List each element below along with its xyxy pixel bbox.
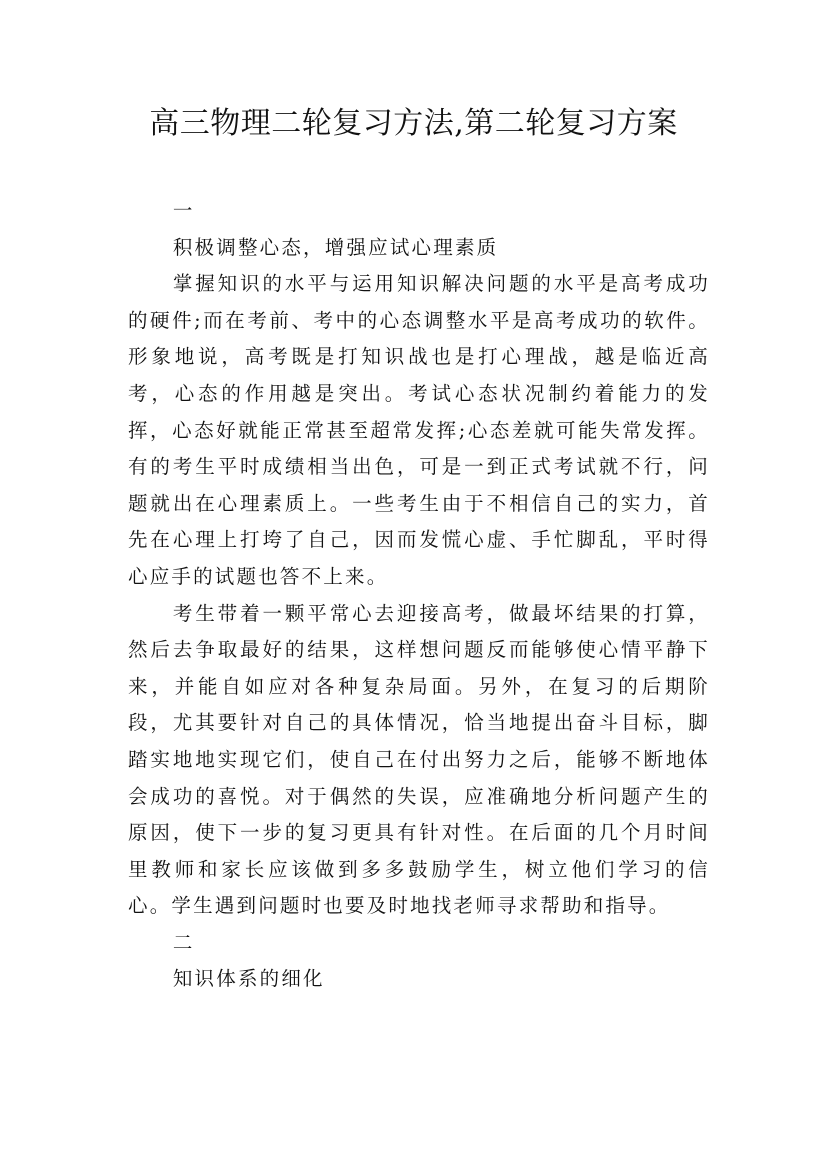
section-1-paragraph-1: 掌握知识的水平与运用知识解决问题的水平是高考成功的硬件;而在考前、考中的心态调整水平是高考成功的软件。形象地说，高考既是打知识战也是打心理战，越是临近高考，心态的作用越是突出。考试心态状况制约着能力的发挥，心态好就能正常甚至超常发挥;心态差就可能失常发挥。有的考生平时成绩相当出色，可是一到正式考试就不行，问题就出在心理素质上。一些考生由于不相信自己的实力，首先在心理上打垮了自己，因而发慌心虚、手忙脚乱，平时得心应手的试题也答不上来。 [128, 272, 710, 588]
section-1-paragraph-2: 考生带着一颗平常心去迎接高考，做最坏结果的打算，然后去争取最好的结果，这样想问题反而能够使心情平静下来，并能自如应对各种复杂局面。另外，在复习的后期阶段，尤其要针对自己的具体情况，恰当地提出奋斗目标，脚踏实地地实现它们，使自己在付出努力之后，能够不断地体会成功的喜悦。对于偶然的失误，应准确地分析问题产生的原因，使下一步的复习更具有针对性。在后面的几个月时间里教师和家长应该做到多多鼓励学生，树立他们学习的信心。学生遇到问题时也要及时地找老师寻求帮助和指导。 [128, 601, 710, 918]
section-2-number: 二 [172, 930, 195, 954]
section-1-number: 一 [172, 199, 195, 222]
document-body [128, 193, 710, 998]
page-title: 高三物理二轮复习方法,第二轮复习方案 [149, 106, 678, 141]
section-1-heading: 积极调整心态，增强应试心理素质 [172, 235, 499, 259]
section-2-heading: 知识体系的细化 [172, 967, 325, 991]
